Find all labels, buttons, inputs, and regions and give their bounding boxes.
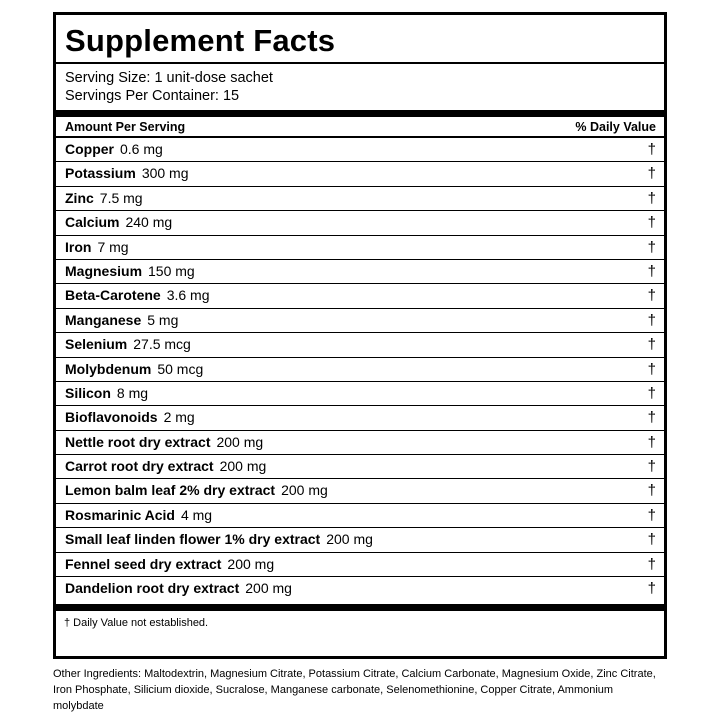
nutrient-label: Fennel seed dry extract (65, 555, 222, 572)
footnote: † Daily Value not established. (64, 617, 209, 629)
footer-divider (56, 604, 664, 611)
nutrient-name (65, 409, 195, 425)
daily-value-dagger: † (647, 238, 656, 256)
title-divider (56, 62, 664, 64)
table-row (56, 455, 664, 479)
nutrient-amount: 200 mg (227, 555, 275, 572)
nutrient-amount: 200 mg (281, 482, 328, 499)
nutrient-label: Beta-Carotene (65, 287, 161, 304)
nutrient-amount: 50 mcg (157, 360, 204, 377)
nutrient-label: Potassium (65, 165, 136, 182)
nutrient-label: Small leaf linden flower 1% dry extract (65, 531, 321, 548)
nutrient-amount: 3.6 mg (166, 287, 210, 304)
daily-value-dagger: † (647, 458, 656, 476)
nutrient-amount: 5 mg (147, 311, 179, 328)
nutrient-name (65, 434, 263, 450)
table-row (56, 333, 664, 357)
table-row (56, 284, 664, 308)
nutrient-amount: 0.6 mg (120, 141, 163, 157)
nutrient-label: Carrot root dry extract (65, 458, 214, 475)
nutrient-name (65, 312, 178, 328)
nutrient-label: Rosmarinic Acid (65, 506, 175, 523)
nutrient-amount: 27.5 mcg (133, 336, 191, 353)
nutrient-name (65, 141, 163, 157)
table-row (56, 138, 664, 162)
nutrient-label: Silicon (65, 384, 111, 401)
nutrient-name (65, 239, 129, 255)
daily-value-dagger: † (647, 311, 656, 329)
nutrient-label: Iron (65, 238, 92, 255)
nutrient-amount: 7.5 mg (99, 189, 143, 206)
nutrient-amount: 200 mg (245, 580, 292, 597)
nutrient-name (65, 214, 172, 230)
table-row (56, 382, 664, 406)
table-row (56, 504, 664, 528)
daily-value-header: % Daily Value (575, 120, 656, 134)
nutrient-name (65, 190, 143, 206)
nutrient-name (65, 165, 189, 181)
table-row (56, 187, 664, 211)
table-row (56, 309, 664, 333)
table-row (56, 358, 664, 382)
nutrient-amount: 8 mg (116, 384, 149, 401)
daily-value-dagger: † (647, 165, 656, 183)
nutrient-label: Magnesium (65, 262, 143, 279)
daily-value-dagger: † (647, 409, 656, 427)
nutrient-label: Lemon balm leaf 2% dry extract (65, 482, 276, 499)
nutrient-label: Zinc (65, 189, 94, 206)
nutrient-amount: 2 mg (163, 409, 195, 426)
daily-value-dagger: † (647, 506, 656, 524)
daily-value-dagger: † (647, 336, 656, 354)
nutrient-name (65, 580, 292, 596)
nutrient-label: Molybdenum (65, 360, 152, 377)
table-row (56, 553, 664, 577)
nutrient-label: Dandelion root dry extract (65, 580, 240, 597)
supplement-facts-panel (53, 12, 667, 659)
daily-value-dagger: † (647, 262, 656, 280)
nutrient-name (65, 361, 203, 377)
table-row (56, 431, 664, 455)
nutrient-name (65, 385, 148, 401)
nutrient-name (65, 507, 212, 523)
nutrient-amount: 4 mg (180, 506, 213, 523)
nutrient-label: Bioflavonoids (65, 409, 158, 426)
servings-per-container: Servings Per Container: 15 (65, 88, 240, 104)
nutrient-name (65, 556, 274, 572)
nutrient-amount: 200 mg (219, 458, 267, 475)
daily-value-dagger: † (647, 287, 656, 305)
daily-value-dagger: † (647, 482, 656, 500)
daily-value-dagger: † (647, 580, 656, 598)
nutrient-amount: 7 mg (97, 238, 129, 255)
nutrient-label: Selenium (65, 336, 128, 353)
table-row (56, 162, 664, 186)
serving-size: Serving Size: 1 unit-dose sachet (65, 70, 273, 86)
table-row (56, 479, 664, 503)
nutrient-label: Manganese (65, 311, 142, 328)
nutrient-label: Nettle root dry extract (65, 433, 211, 450)
daily-value-dagger: † (647, 141, 656, 158)
amount-per-serving-header: Amount Per Serving (65, 120, 186, 134)
daily-value-dagger: † (647, 214, 656, 232)
nutrient-name (65, 482, 328, 498)
panel-title: Supplement Facts (65, 23, 336, 58)
daily-value-dagger: † (647, 189, 656, 207)
nutrient-name (65, 287, 210, 303)
nutrient-amount: 300 mg (141, 165, 189, 182)
daily-value-dagger: † (647, 360, 656, 378)
table-row (56, 577, 664, 601)
nutrient-name (65, 336, 191, 352)
nutrient-label: Calcium (65, 214, 120, 231)
table-row (56, 236, 664, 260)
daily-value-dagger: † (647, 555, 656, 573)
nutrient-amount: 200 mg (216, 433, 264, 450)
daily-value-dagger: † (647, 384, 656, 402)
nutrient-name (65, 458, 266, 474)
daily-value-dagger: † (647, 531, 656, 549)
daily-value-dagger: † (647, 433, 656, 451)
other-ingredients: Other Ingredients: Maltodextrin, Magnesium Citrate, Potassium Citrate, Calcium Carbonate, Magnesium Oxide, Zinc Citrate, Iron Phosphate, Silicium dioxide, Sucralose, Manganese carbonate, Selenomethionine, Copper Citrate, Ammonium molybdate (53, 668, 656, 712)
serving-divider (56, 110, 664, 117)
nutrient-name (65, 263, 195, 279)
table-row (56, 406, 664, 430)
nutrient-amount: 150 mg (148, 262, 195, 279)
nutrient-amount: 240 mg (125, 214, 173, 231)
table-row (56, 528, 664, 552)
nutrient-amount: 200 mg (326, 531, 373, 548)
nutrient-list (56, 138, 664, 601)
nutrient-label: Copper (65, 141, 114, 157)
nutrient-name (65, 531, 373, 547)
table-row (56, 211, 664, 235)
table-row (56, 260, 664, 284)
